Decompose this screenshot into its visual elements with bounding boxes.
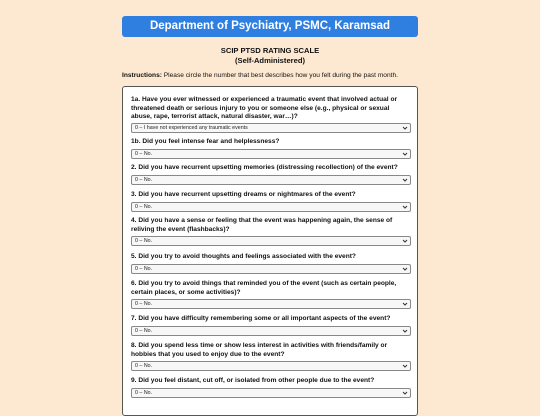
chevron-down-icon <box>402 328 408 334</box>
answer-select-5[interactable] <box>131 264 411 274</box>
question-9: 9. Did you feel distant, cut off, or isolated from other people due to the event? <box>131 377 375 384</box>
question-5: 5. Did you try to avoid thoughts and feelings associated with the event? <box>131 253 356 260</box>
scale-title: SCIP PTSD RATING SCALE <box>220 46 320 55</box>
answer-value: 0 – No. <box>135 363 153 369</box>
answer-select-8[interactable] <box>131 361 411 371</box>
instructions-label: Instructions: <box>122 72 162 79</box>
answer-select-6[interactable] <box>131 299 411 309</box>
question-8: 8. Did you spend less time or show less interest in activities with friends/family or hobbies that you used to enjoy due to the event? <box>131 342 388 358</box>
answer-value: 0 – No. <box>135 390 153 396</box>
answer-select-7[interactable] <box>131 326 411 336</box>
question-4: 4. Did you have a sense or feeling that the event was happening again, the sense of reliving the event (flashbacks)? <box>131 217 393 233</box>
question-3: 3. Did you have recurrent upsetting dreams or nightmares of the event? <box>131 191 356 198</box>
chevron-down-icon <box>402 177 408 183</box>
answer-value: 0 – No. <box>135 301 153 307</box>
scale-subtitle: (Self-Administered) <box>234 55 306 65</box>
answer-select-1b[interactable] <box>131 149 411 159</box>
question-1a: 1a. Have you ever witnessed or experienced a traumatic event that involved actual or threatened death or serious injury to you or someone else (e.g., physical or sexual abuse, rape, terrorist attack, natural disaster, war…)? <box>131 96 398 120</box>
chevron-down-icon <box>402 151 408 157</box>
answer-select-9[interactable] <box>131 388 411 398</box>
answer-select-2[interactable] <box>131 175 411 185</box>
instructions-text: Please circle the number that best describes how you felt during the past month. <box>161 72 398 79</box>
chevron-down-icon <box>402 390 408 396</box>
answer-value: 0 – No. <box>135 238 153 244</box>
answer-select-1a[interactable] <box>131 123 411 133</box>
chevron-down-icon <box>402 238 408 244</box>
department-header: Department of Psychiatry, PSMC, Karamsad <box>122 16 418 37</box>
question-1b: 1b. Did you feel intense fear and helplessness? <box>131 138 280 145</box>
answer-select-3[interactable] <box>131 202 411 212</box>
instructions <box>122 71 422 80</box>
answer-value: 0 – No. <box>135 204 153 210</box>
answer-value: 0 – I have not experienced any traumatic events <box>135 125 248 131</box>
answer-value: 0 – No. <box>135 151 153 157</box>
questionnaire-form <box>122 86 418 416</box>
question-6: 6. Did you try to avoid things that reminded you of the event (such as certain people, certain places, or some activities)? <box>131 280 397 296</box>
question-7: 7. Did you have difficulty remembering some or all important aspects of the event? <box>131 315 391 322</box>
chevron-down-icon <box>402 204 408 210</box>
answer-select-4[interactable] <box>131 236 411 246</box>
question-2: 2. Did you have recurrent upsetting memories (distressing recollection) of the event? <box>131 164 398 171</box>
scale-title-block <box>0 46 540 65</box>
chevron-down-icon <box>402 266 408 272</box>
chevron-down-icon <box>402 301 408 307</box>
answer-value: 0 – No. <box>135 328 153 334</box>
answer-value: 0 – No. <box>135 177 153 183</box>
answer-value: 0 – No. <box>135 266 153 272</box>
chevron-down-icon <box>402 125 408 131</box>
chevron-down-icon <box>402 363 408 369</box>
